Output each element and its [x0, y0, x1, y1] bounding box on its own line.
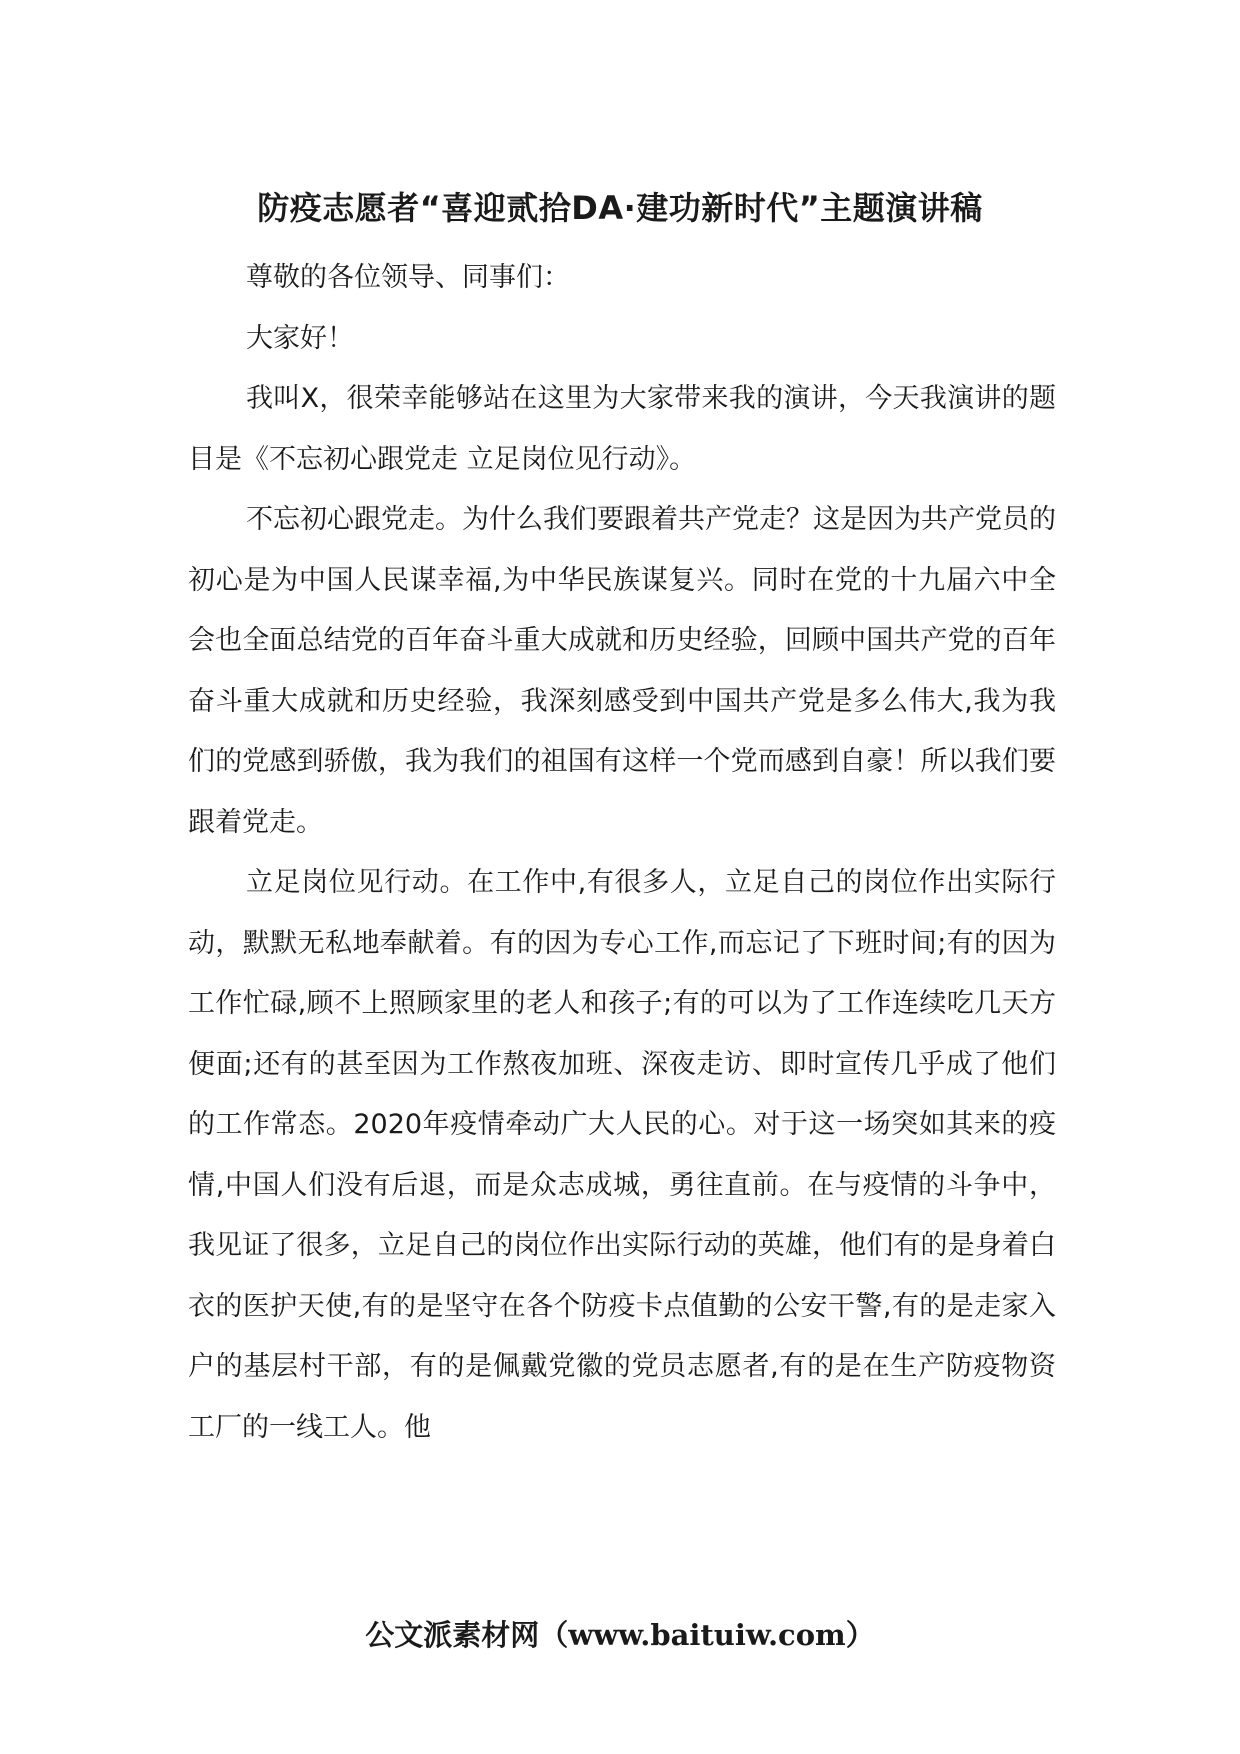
body-paragraph: 立足岗位见行动。在工作中,有很多人，立足自己的岗位作出实际行动，默默无私地奉献着。有的因为专心工作,而忘记了下班时间;有的因为工作忙碌,顾不上照顾家里的老人和孩子;有的可以为了工作连续吃几天方便面;还有的甚至因为工作熬夜加班、深夜走访、即时宣传几乎成了他们的工作常态。2020年疫情牵动广大人民的心。对于这一场突如其来的疫情,中国人们没有后退，而是众志成城，勇往直前。在与疫情的斗争中，我见证了很多，立足自己的岗位作出实际行动的英雄，他们有的是身着白衣的医护天使,有的是坚守在各个防疫卡点值勤的公安干警,有的是走家入户的基层村干部，有的是佩戴党徽的党员志愿者,有的是在生产防疫物资工厂的一线工人。他 [188, 867, 1056, 1443]
introduction-paragraph: 我叫X，很荣幸能够站在这里为大家带来我的演讲，今天我演讲的题目是《不忘初心跟党走 立足岗位见行动》。 [188, 383, 1056, 475]
source-footer: 公文派素材网（www.baituiw.com） [365, 1618, 875, 1652]
body-paragraph: 不忘初心跟党走。为什么我们要跟着共产党走？这是因为共产党员的初心是为中国人民谋幸福,为中华民族谋复兴。同时在党的十九届六中全会也全面总结党的百年奋斗重大成就和历史经验，回顾中国共产党的百年奋斗重大成就和历史经验，我深刻感受到中国共产党是多么伟大,我为我们的党感到骄傲，我为我们的祖国有这样一个党而感到自豪！所以我们要跟着党走。 [188, 504, 1056, 838]
document-body [188, 248, 1056, 1458]
salutation-paragraph: 尊敬的各位领导、同事们： [246, 262, 570, 293]
greeting-paragraph: 大家好！ [246, 322, 354, 354]
document-title: 防疫志愿者“喜迎贰拾DA·建功新时代”主题演讲稿 [257, 189, 983, 227]
